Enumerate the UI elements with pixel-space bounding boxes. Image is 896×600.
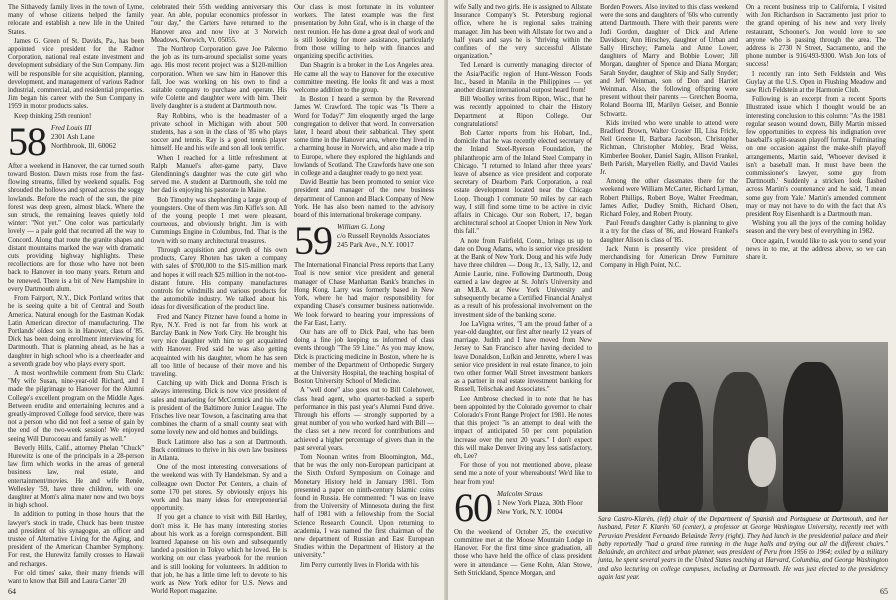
address-line: 2301 Ash Lane	[51, 132, 95, 141]
class-year: 58	[8, 118, 46, 164]
paragraph: David Beattie has been promoted to senior vice president and manager of the new business department of Cannon and Black Company of New York. He has also been named to the advisory board of this international brokerage company.	[294, 179, 434, 220]
paragraph: A most worthwhile comment from Stu Clark: "My wife Susan, nine-year-old Richard, and I made the pilgrimage to Hanover for the Alumni College's excellent program on the Middle Ages. Between erudite and entertaining lectures and a greatly-improved College food service, there was not a person who did not feel a sense of gain by the end of the two-week session! We enjoyed seeing Will Durocoeau and family as well."	[8, 369, 144, 443]
left-column-2	[151, 4, 287, 596]
paragraph: A "well done" also goes out to Bill Colehower, class head agent, who quarter-backed a superb performance in this past year's Alumni Fund drive. Through his efforts — strongly supported by a great number of you who worked hard with Bill — the class set a new record for contributions and achieved a higher percentage of givers than in the past several years.	[294, 387, 434, 452]
class-heading-59	[294, 218, 434, 264]
page-number-right: 65	[880, 587, 888, 596]
paragraph: James G. Green of St. Davids, Pa., has been appointed vice president for the Radnor Corporation, national real estate investment and development subsidiary of the Sun Company. Jim will be responsible for site acquisition, planning, development, and management of various Radnor industrial, commercial, and residential properties. Jim began his career with the Sun Company in 1959 in motor products sales.	[8, 37, 144, 111]
paragraph: Joe LaVigna writes, "I am the proud father of a year-old daughter, our first after nearly 12 years of marriage. Judith and I have moved from New Jersey to San Francisco after having decided to leave Donaldson, Lufkin and Jenrette, where I was senior vice president in real estate finance, to join two other former Wall Street investment bankers as a partner in real estate investment banking for Russell, Telischak and Associates."	[454, 320, 592, 394]
paragraph: Among the other classmates there for the weekend were William McCarter, Richard Lyman, Robert Phillips, Robert Boye, Walter Freedman, James Adler, Dudley Smith, Richard Olsen, Richard Foley, and Robert Prouty.	[600, 178, 738, 219]
right-column-2	[600, 4, 738, 340]
right-column-3	[746, 4, 886, 340]
paragraph: On the weekend of October 25, the executive committee met at the Moose Mountain Lodge in Hanover. For the first time since graduation, all those who have held the office of class president were in attendance — Gene Kohn, Alan Stowe, Seth Strickland, Spence Morgan, and	[454, 528, 592, 577]
class-secretary-address	[51, 124, 116, 151]
paragraph: Ray Robbins, who is the headmaster of a private school in Michigan with about 500 students, has a son in the class of '85 who plays soccer and tennis. Ray is a good tennis player himself. He and his wife and son all look terrific.	[151, 112, 287, 153]
paragraph: On a recent business trip to California, I visited with Jon Richardson in Sacramento just prior to the grand opening of his new and very lively restaurant, Schooner's. Jon would love to see anyone who is passing through the area. The address is 2730 N Street, Sacramento, and the phone number is 916/493-9300. Wish Jon lots of success!	[746, 4, 886, 69]
person-right	[783, 362, 843, 512]
secretary-name: Malcolm Straus	[497, 489, 543, 498]
paragraph: Bill Woolley writes from Ripon, Wisc., that he was recently appointed to chair the History Department at Ripon College. Our congratulations!	[454, 96, 592, 128]
paragraph: For old times' sake, their many friends will want to know that Bill and Laura Carter '20	[8, 569, 144, 585]
paragraph: Following is an excerpt from a recent Sports Illustrated issue which I thought would be an interesting conclusion to this column: "As the 1981 regular season wound down, Billy Martin missed few opportunities to express his indignation over baseball's split-season playoff format. Fulminating on one occasion against the make-shift playoff arrangements, Martin said, 'Whoever devised it isn't a baseball man. It must have been the commissioner's lawyer, some guy from Dartmouth.' Suddenly a stricken look flashed across Martin's countenance and he said, 'I mean some guy from Yale.' Martin's amended comment may or may not have to do with the fact that A's president Roy Eisenhardt is a Dartmouth man.	[746, 96, 886, 219]
paragraph: From Fairport, N.Y., Dick Portland writes that he is seeing quite a bit of Central and South America. Natural enough for the Eastman Kodak Latin American director of manufacturing. The Portlands' oldest son is in Hanover, class of '85. Dick has been doing enrollment interviewing for Dartmouth. That is planning ahead, as he has a daughter in high school who is a cheerleader and a seventh grade boy who plays every sport.	[8, 295, 144, 368]
paragraph: Lee Ambrose checked in to note that he has been appointed by the Colorado governor to chair Colorado's Front Range Project for 1981. He notes that this project "is an attempt to deal with the impact of anticipated 50 per cent population increase over the next 20 years." I don't expect this will make Denver living any less satisfactory, eh, Lee?	[454, 395, 592, 460]
paragraph: Keep thinking 25th reunion!	[14, 112, 92, 120]
paragraph: wife Sally and two girls. He is assigned to Allstate Insurance Company's St. Petersburg regional office, where he is regional sales training manager. Jim has been with Allstate for two and a half years and says he is "thriving within the confines of the very successful Allstate organization."	[454, 4, 592, 61]
paragraph: I recently ran into Seth Feldstein and Wes Guylay at the U.S. Open in Flushing Meadow and saw Rich Feldstein at the Harmonie Club.	[746, 70, 886, 95]
secretary-name: Fred Louis III	[51, 123, 92, 132]
paragraph: Our hats are off to Dick Paul, who has been doing a fine job keeping us informed of class events through "The 59 Line." As you may know, Dick is practicing medicine in Boston, where he is member of the Department of Orthopedic Surgery at the University Hospital, the teaching hospital of Boston University School of Medicine.	[294, 328, 434, 386]
secretary-name: William G. Long	[337, 223, 385, 232]
address-line: New York, N.Y. 10004	[497, 507, 563, 516]
paragraph: Wishing you all the joys of the coming holiday season and the very best of everything in 1982.	[746, 220, 886, 236]
paragraph: Jim Perry currently lives in Florida with his	[300, 561, 419, 569]
class-secretary-address	[337, 223, 430, 250]
right-column-1	[454, 4, 592, 589]
address-line: c/o Russell Reynolds Associates	[337, 232, 430, 241]
paragraph: Paul Freud's daughter Cathy is planning to give it a try for the class of '86, and Howard Frankel's daughter Alison is class of '85.	[600, 220, 738, 244]
left-column-1	[8, 4, 144, 589]
paragraph: In Boston I heard a sermon by the Reverend James W. Crawford. The topic was "Is There a Word for Today?" Jim eloquently urged the large congregation to deliver that word. In conversation later, I heard about their sabbatical. They spent some time in the Hanover area, where they lived in a charming house in Norwich, and also made a trip to Europe, where they explored the highlands and lowlands of Scotland. The Crawfords have one son in college and a daughter ready to go next year.	[294, 96, 434, 178]
left-page	[0, 0, 446, 600]
paragraph: Tom Noonan writes from Bloomington, Md., that he was the only non-European participant at the Sixth Oxford Symposium on Coinage and Monetary History held in January 1981. Tom presented a paper on ninth-century Islamic coins found in Russia. He commented: "I was on leave from the University of Minnesota during the first half of 1981 with a fellowship from the Social Science Research Council. Upon returning to academia, I was named the first chairman of the new department of Russian and East European Studies within the Department of History at the university."	[294, 453, 434, 560]
paragraph: If you get a chance to visit with Bill Hartley, don't miss it. He has many interesting stories about his work as a foreign correspondent. Bill learned Japanese on his own and subsequently landed a position in Tokyo which he loved. He is working on our class yearbook for the reunion and is still looking for volunteers. In addition to that job, he has a little time left to devote to his work as New York editor for U.S. News and World Report magazine.	[151, 514, 287, 596]
paragraph: The Northrop Corporation gave Joe Palermo the job as its turn-around specialist some years ago. His most recent project was a $120-million corporation. When we saw him in Hanover this fall, Joe was working on his own to find a suitable company to purchase and operate. His wife Colette and daughter were with him. Their lively daughter is a student at Dartmouth now.	[151, 46, 287, 111]
paragraph: Through acquisition and growth of his own products, Carey Rhoten has taken a company with sales of $700,000 to the $15-million mark and hopes it will reach $25 million in the not-too-distant future. His company manufactures controls for windmills and various products for the automobile industry. We talked about his ideas for diversification of the product line.	[151, 246, 287, 312]
paragraph: Beverly Hills, Calif., attorney Phelan "Chuck" Hurewitz is one of the principals in a 28-person law firm which works in the areas of general business law, real estate, and entertainment/movies. He and wife Renée, Wellesley '59, have three children, with one daughter at Mom's alma mater now and two boys in high school.	[8, 444, 144, 510]
address-line: 245 Park Ave., N.Y. 10017	[337, 241, 414, 250]
child	[748, 437, 776, 487]
paragraph: Bob Carter reports from his Hobart, Ind., domicile that he was recently elected secretary of the Inland Steel-Ryerson Foundation, the philanthropic arm of the Inland Steel Company in Chicago. "I returned to Inland after three years' leave of absence as vice president and corporate secretary of Dearborn Park Corporation, a real estate development located near the Chicago Loop. Though I commute 50 miles by car each way, I still find some time to be active in civic affairs in Chicago. Our son Robert, 17, began architectural school at Cooper Union in New York this fall."	[454, 130, 592, 236]
paragraph: Buck Latimore also has a son at Dartmouth. Buck continues to thrive in his own law business in Atlanta.	[151, 438, 287, 462]
paragraph: Ted Lenard is currently managing director of the Asia/Pacific region of Hunt-Wesson Foods Inc., based in Manila in the Philippines — yet another distant international outpost heard from!	[454, 62, 592, 95]
person-left	[658, 382, 703, 512]
paragraph: In addition to putting in those hours that the lawyer's stock in trade, Chuck has been trustee and president of his synagogue, an officer and trustee of Alternative Living for the Aging, and president of the American Chamber Symphony. For rest, the Hurewitz family crosses to Hawaii and recharges.	[8, 511, 144, 568]
class-heading-60	[454, 484, 592, 530]
paragraph: Dan Shagrin is a broker in the Los Angeles area. He came all the way to Hanover for the executive committee meeting. He looks fit and was a most welcome addition to the group.	[294, 62, 434, 95]
paragraph: For those of you not mentioned above, please send me a note of your whereabouts! We'd like to hear from you!	[454, 462, 592, 486]
paragraph: One of the most interesting conversations of the weekend was with Ty Handelsman. Sy and a colleague own Doctor Pet Centers, a chain of some 170 pet stores. Sy obviously enjoys his work and has many ideas for entrepreneurial opportunity.	[151, 464, 287, 513]
paragraph: Jack Nunn is presently vice president of merchandising for American Drew Furniture Company in High Point, N.C.	[600, 245, 738, 270]
paragraph: Fred and Nancy Pitzner have found a home in Rye, N.Y. Fred is not far from his work at Barclay Bank in New York City. He brought his very nice daughter with him to get acquainted with Hanover. Fred said he was also getting acquainted with his daughter, whom he has seen all too little of because of their move and his traveling.	[151, 313, 287, 378]
paragraph: Catching up with Dick and Donna Frisch is always interesting. Dick is now vice president of sales and marketing for McCormick and his wife is president of the Baltimore Junior League. The Frisches live near Towson, a fascinating area that combines the charm of a small county seat with some lovely new and old homes and buildings.	[151, 380, 287, 437]
address-line: 1 New York Plaza, 30th Floor	[497, 498, 583, 507]
paragraph: Borden Powers. Also invited to this class weekend were the sons and daughters of '60s who currently attend Dartmouth. There with their parents were Judi Gordon, daughter of Dick and Arlene Davidson; Ann Hirschey, daughter of Urban and Sally Hirschey; Pamela and Anne Lower, daughters of Marry and Bobbie Lower; Jill Morgan, daughter of Spence and Diana Morgan; Sarah Snyder, daughter of Skip and Sally Snyder; and Jeff Weinman, son of Don and Harriet Weinman. Also, the following offspring were present without their parents — Gretchen Boorna, Roland Boorna III, Marilyn Geiser, and Bonnie Schwartz.	[600, 4, 738, 118]
paragraph: Our class is most fortunate in its volunteer workers. The latest example was the first presentation by John Graf, who is in charge of the next reunion. He has done a great deal of work and is still looking for more assistance, particularly from those willing to help with finances and organizing specific activities.	[294, 4, 434, 61]
page-number-left: 64	[8, 587, 16, 596]
class-secretary-address	[497, 490, 583, 517]
right-page	[448, 0, 896, 600]
paragraph: Kids invited who were unable to attend were Bradford Brown, Walter Crosier III, Lisa Fricle, Neil Greene II, Barbara Jacobson, Christopher Richman, Christopher Mobley, Brad Weiss, Kimberlee Booker, Daniel Sagin, Allison Frankel, Beth Parish, Maryellen Rielly, and David Vaules Jr.	[600, 119, 738, 177]
paragraph: Once again, I would like to ask you to send your news in to me, at the address above, so we can share it.	[746, 237, 886, 262]
address-line: Northbrook, Ill. 60062	[51, 141, 117, 150]
photo-caption: Sara Castro-Klarén, (left) chair of the Department of Spanish and Portuguese at Dartmouth, and her husband, Peter F. Klarén '60 (center), a professor at George Washington University, recently met with Peruvian President Fernando Belaúnde Terry (right). They had lunch in the presidential palace and their baby reportedly "had a grand time running in the huge halls and trying out all the different chairs." Belaúnde, an architect and urban planner, was president of Peru from 1956 to 1964; exiled by a military junta, he spent several years in the United States teaching at Harvard, Columbia, and George Washington and also lecturing on college campuses, including at Dartmouth. He was just elected to the presidency again last year.	[598, 516, 888, 582]
paragraph: When I reached for a little refreshment at Ralph Manuel's after-game party, Dave Glendinning's daughter was the cute girl who served me. A student at Dartmouth, she told me her dad is enjoying his pastorate in Maine.	[151, 154, 287, 195]
paragraph: celebrated their 55th wedding anniversary this year. An able, popular economics professor in "our day," the Carters have returned to the Hanover area and now live at 3 Norwich Meadows, Norwich, Vt. 05055.	[151, 4, 287, 44]
class-year: 60	[454, 484, 492, 530]
class-year: 59	[294, 218, 332, 264]
left-column-3	[294, 4, 434, 589]
photograph	[598, 342, 888, 512]
paragraph: After a weekend in Hanover, the car turned south toward Boston. Dawn mists rose from the fast-flowing streams, filled by weekend squalls. Fog shrouded the hollows and spread across the soggy lowlands. Before the reach of the sun, the pine forest was deep green, almost black. Where the sun struck, the remaining leaves quietly told winter: "Not yet." One color was particularly lovely — a pale gold that recurred all the way to Concord. Along that route the granite shapes and distant mountains marked the way with dramatic cuts providing highway highlights. These recollections are for those who have not been back to Hanover in too many years. Return and be renewed. There is a bit of New Hampshire in every Dartmouth alum.	[8, 162, 144, 293]
paragraph: Bob Timothy was shepherding a large group of youngsters. One of them was Jim Kiffe's son. All of the young people I met were pleasant, courteous, and obviously bright. Jim is with Cummings Engine in Columbus, Ind. That is the town with so many architectural treasures.	[151, 196, 287, 245]
paragraph: The Sithavedy family lives in the town of Lyme, many of whose citizens helped the family relocate and establish a new life in the United States.	[8, 4, 144, 36]
paragraph: A note from Fairfield, Conn., brings us up to date on Doug Adams, who is senior vice president at the Bank of New York. Doug and his wife Judy have three children — Doug Jr., 13, Sally, 12, and Annie Laurie, nine. Following Dartmouth, Doug earned a law degree at St. John's University and an M.B.A. at New York University and subsequently became a Certified Financial Analyst as a result of his professional involvement on the investment side of the banking scene.	[454, 237, 592, 319]
paragraph: The International Financial Press reports that Larry Toal is now senior vice president and general manager of Chase Manhattan Bank's branches in Hong Kong. Larry was formerly based in New York, where he had major responsibility for expanding Chase's consumer business nationwide. We look forward to hearing your impressions of the Far East, Larry.	[294, 262, 434, 327]
class-heading-58	[8, 118, 144, 164]
